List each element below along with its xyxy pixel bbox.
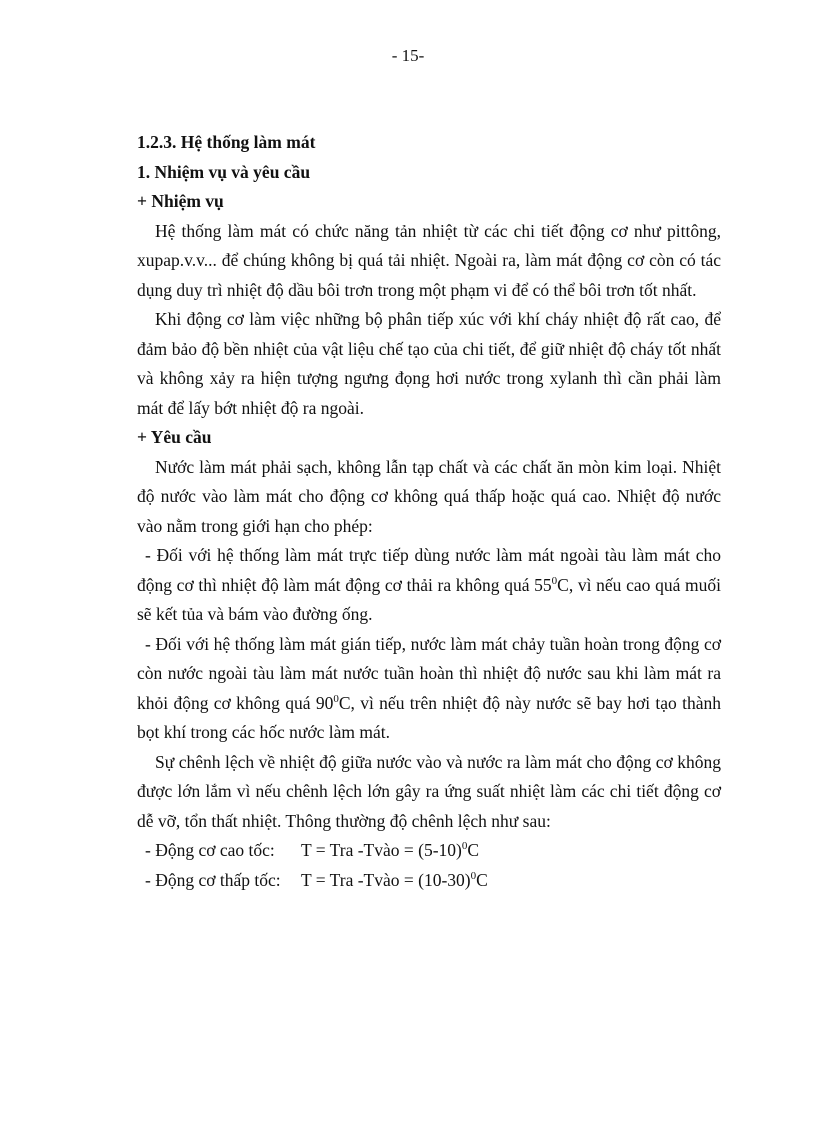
subsection-title: 1. Nhiệm vụ và yêu cầu: [137, 161, 311, 182]
formula-degree: 0: [470, 869, 477, 882]
indirect-cooling-text-end: C, vì nếu trên nhiệt độ này nước sẽ bay hơi tạo thành bọt khí trong các hốc nước làm mát.: [137, 692, 721, 742]
task-paragraph-2: Khi động cơ làm việc những bộ phân tiếp xúc với khí cháy nhiệt độ rất cao, để đảm bảo độ bền nhiệt của vật liệu chế tạo của chi tiết, để giữ nhiệt độ cháy tốt nhất và không xảy ra hiện tượng ngưng đọng hơi nước trong xylanh thì cần phải làm mát để lấy bớt nhiệt độ ra ngoài.: [137, 309, 721, 418]
page-number: - 15-: [391, 46, 425, 65]
task-paragraph-1: Hệ thống làm mát có chức năng tản nhiệt từ các chi tiết động cơ như pittông, xupap.v.v... để chúng không bị quá tải nhiệt. Ngoài ra, làm mát động cơ còn có tác dụng duy trì nhiệt độ dầu bôi trơn trong một phạm vi để có thể bôi trơn tốt nhất.: [137, 220, 721, 300]
direct-cooling-text-end: C, vì nếu cao quá muối sẽ kết tủa và bám vào đường ống.: [137, 574, 721, 624]
requirement-paragraph: Nước làm mát phải sạch, không lẫn tạp chất và các chất ăn mòn kim loại. Nhiệt độ nước vào làm mát cho động cơ không quá thấp hoặc quá cao. Nhiệt độ nước vào nằm trong giới hạn cho phép:: [137, 456, 721, 536]
formula-expression: T = Tra -Tvào = (10-30): [301, 869, 471, 890]
indirect-cooling-text: - Đối với hệ thống làm mát gián tiếp, nước làm mát chảy tuần hoàn trong động cơ còn nước ngoài tàu làm mát nước tuần hoàn thì nhiệt độ nước sau khi làm mát ra khỏi động cơ không quá 90: [137, 633, 721, 713]
difference-paragraph: Sự chênh lệch về nhiệt độ giữa nước vào và nước ra làm mát cho động cơ không được lớn lắm vì nếu chênh lệch lớn gây ra ứng suất nhiệt làm các chi tiết động cơ dễ vỡ, tổn thất nhiệt. Thông thường độ chênh lệch như sau:: [137, 751, 721, 831]
indirect-cooling-paragraph: [137, 630, 721, 748]
formula-unit: C: [467, 840, 480, 860]
formula-unit: C: [476, 869, 488, 890]
formula-label: - Động cơ cao tốc:: [145, 840, 275, 860]
formula-low-speed: [137, 866, 721, 896]
formula-expression: T = Tra -Tvào = (5-10): [301, 840, 462, 860]
formula-label: - Động cơ thấp tốc:: [145, 869, 281, 890]
indirect-cooling-degree: 0: [333, 692, 339, 705]
formula-degree: 0: [461, 840, 468, 853]
direct-cooling-paragraph: [137, 541, 721, 630]
task-heading: + Nhiệm vụ: [137, 191, 224, 211]
direct-cooling-text: - Đối với hệ thống làm mát trực tiếp dùng nước làm mát ngoài tàu làm mát cho động cơ thì nhiệt độ làm mát động cơ thải ra không quá 55: [137, 545, 721, 595]
page-content: [137, 128, 721, 895]
requirement-heading: + Yêu cầu: [137, 427, 212, 447]
formula-high-speed: [137, 836, 721, 866]
section-title: 1.2.3. Hệ thống làm mát: [137, 132, 316, 152]
direct-cooling-degree: 0: [551, 574, 558, 587]
